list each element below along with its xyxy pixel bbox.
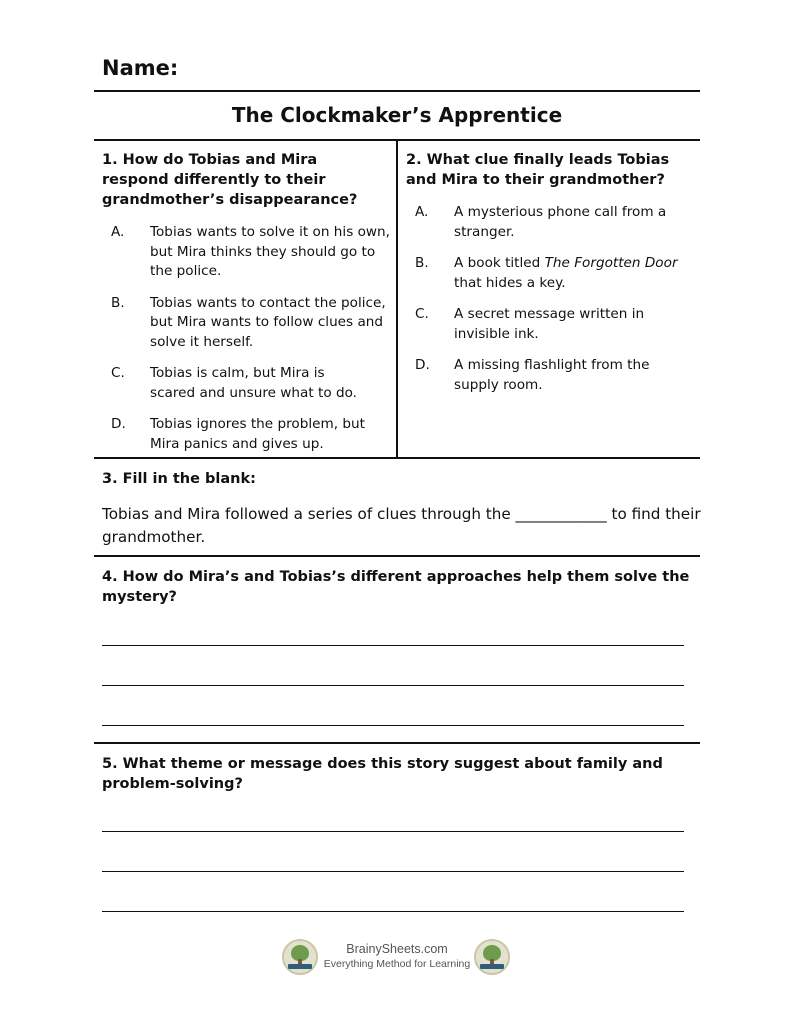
option-text [454,254,687,293]
option-item[interactable] [111,294,391,353]
option-text: Tobias wants to contact the police, but Mira wants to follow clues and solve it herself. [150,294,386,350]
divider [94,90,700,92]
footer-tagline: Everything Method for Learning [323,958,471,970]
option-letter: A. [415,204,429,220]
option-text: A missing flashlight from the supply room. [454,357,650,393]
option-item[interactable] [111,364,391,403]
answer-line[interactable] [102,831,684,832]
question-2-options [415,203,687,395]
answer-line[interactable] [102,911,684,912]
option-text: Tobias is calm, but Mira is scared and unsure what to do. [150,365,357,401]
option-text: A mysterious phone call from a stranger. [454,204,667,240]
option-item[interactable] [415,254,687,293]
option-text-start: A book titled [454,255,545,271]
option-letter: B. [111,294,125,311]
option-text: Tobias wants to solve it on his own, but Mira thinks they should go to the police. [150,224,390,279]
book-title: The Forgotten Door [544,255,678,271]
answer-line[interactable] [102,685,684,686]
answer-line[interactable] [102,871,684,872]
option-item[interactable] [111,415,391,454]
option-letter: D. [111,416,126,432]
answer-line[interactable] [102,645,684,646]
option-item[interactable] [415,203,687,242]
name-label: Name: [102,56,179,80]
option-item[interactable] [415,356,687,395]
question-4: 4. How do Mira’s and Tobias’s different approaches help them solve the mystery? [102,569,690,605]
option-letter: D. [415,357,430,373]
question-1-options [111,223,391,454]
option-letter: C. [415,306,429,322]
option-text: A secret message written in invisible ink. [454,306,645,342]
answer-line[interactable] [102,725,684,726]
question-2: 2. What clue finally leads Tobias and Mira to their grandmother? [406,152,670,188]
worksheet-title: The Clockmaker’s Apprentice [231,103,563,127]
divider [94,555,700,557]
divider [94,742,700,744]
question-1: 1. How do Tobias and Mira respond differently to their grandmother’s disappearance? [102,152,358,208]
fill-in-blank-sentence[interactable]: Tobias and Mira followed a series of clues through the ____________ to find their grandmother. [102,505,701,546]
option-letter: A. [111,224,125,240]
option-item[interactable] [415,305,687,344]
option-text: Tobias ignores the problem, but Mira panics and gives up. [150,416,365,452]
divider [94,457,700,459]
option-text-end: that hides a key. [454,274,566,291]
footer [280,939,514,979]
option-letter: B. [415,255,429,271]
option-item[interactable] [111,223,391,282]
question-3: 3. Fill in the blank: [102,471,256,487]
footer-site: BrainySheets.com [346,942,448,956]
option-letter: C. [111,365,125,381]
tree-logo-icon [474,939,510,975]
question-5: 5. What theme or message does this story suggest about family and problem-solving? [102,756,663,792]
column-divider [396,141,398,459]
